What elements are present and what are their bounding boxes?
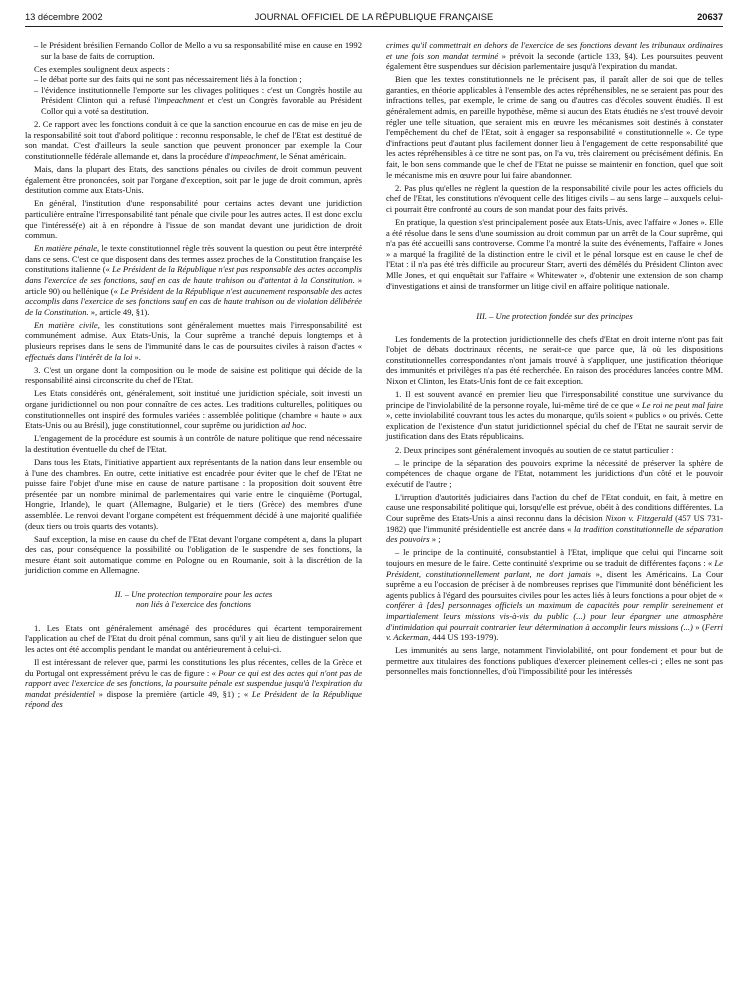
- section-heading-iii: III. – Une protection fondée sur des principes: [476, 311, 633, 322]
- bullet-collor: – le Président brésilien Fernando Collor de Mello a vu sa responsabilité mise en cause en 1992 sur la base de faits de corruption.: [34, 40, 362, 61]
- paragraph: En matière civile, les constitutions sont généralement muettes mais l'irresponsabilité est communément admise. Aux Etats-Unis, la Cour suprême a tranché depuis longtemps et à plusieurs reprises dans le sens de l'immunité dans le cas de poursuites civiles à raison d'actes « effectués dans l'intérêt de la loi ».: [25, 319, 362, 362]
- paragraph: Il est intéressant de relever que, parmi les constitutions les plus récentes, celles de la Grèce et du Portugal ont expressément prévu le cas de figure : « Pour ce qui est des actes qui n'ont pas de rapport avec l'exercice de ses fonctions, la poursuite pénale est suspendue jusqu'à l'expiration du mandat présidentiel » dispose la première (article 49, §1) ; « Le Président de la République répond des: [25, 657, 363, 710]
- paragraph: 3. C'est un organe dont la composition ou le mode de saisine est politique qui décide de la responsabilité ainsi circonscrite du chef de l'Etat.: [25, 364, 362, 386]
- header-rule: [25, 26, 723, 27]
- paragraph: Les fondements de la protection juridictionnelle des chefs d'Etat en droit interne n'ont pas fait l'objet de débats doctrinaux récents, ne serait-ce que parce que, là où les dispositions constitutionnelles correspondantes n'ont jamais trouvé à s'appliquer, une justification théorique des immunités et privilèges n'a pas été recherchée. En raison des procédures lancées contre MM. Nixon et Clinton, les Etats-Unis font de ce fait exception.: [386, 333, 723, 386]
- paragraph: – le principe de la continuité, consubstantiel à l'Etat, implique que celui qui l'incarne soit toujours en mesure de le faire. Cette continuité s'exprime ou se traduit de différentes façons : « Le Président, constitutionnellement parlant, ne dort jamais », disent les Américains. La Cour suprême a eu l'occasion de préciser à de nombreuses reprises que l'immunité dont bénéficient les agents publics à l'égard des poursuites civiles pour les actes liés à leurs fonctions a pour objet de « conférer à [des] personnages officiels un maximum de capacités pour remplir sereinement et impartialement leurs missions vis-à-vis du public (...) pour leur épargner une atmosphère d'intimidation qui pourrait contrarier leur détermination à accomplir leurs missions (...) » (Ferri v. Ackerman, 444 US 193-1979).: [386, 547, 723, 643]
- header-date: 13 décembre 2002: [25, 12, 103, 22]
- page-number: 20637: [697, 12, 723, 22]
- paragraph: Dans tous les Etats, l'initiative appartient aux représentants de la nation dans leur ensemble ou à l'une des chambres. En outre, cette initiative est encadrée pour éviter que le chef de l'Etat ne puisse faire l'objet d'une mise en cause de nature partisane : la proposition doit souvent être présentée par un nombre minimal de parlementaires qui varie entre le cinquième (Portugal, Hongrie, Irlande), le quart (Allemagne, Bulgarie) et le tiers (Grèce) des membres d'une assemblée. Le renvoi devant l'organe compétent est fréquemment décidé à une majorité qualifiée (deux tiers ou trois quarts des votants).: [25, 456, 362, 531]
- section-heading-ii: II. – Une protection temporaire pour les actes non liés à l'exercice des fonctions: [114, 589, 273, 610]
- bullet-evidence: – l'évidence institutionnelle l'emporte sur les clivages politiques : c'est un Congrès hostile au Président Clinton qui a refusé l'impeachment et c'est un Congrès favorable au Président Collor qui a voté sa destitution.: [34, 84, 362, 117]
- paragraph: 1. Les Etats ont généralement aménagé des procédures qui écartent temporairement l'application au chef de l'Etat du droit pénal commun, sans qu'il y ait lieu de distinguer selon que les actes ont été accomplis pendant le mandat ou antérieurement à celui-ci.: [25, 622, 362, 654]
- paragraph: L'engagement de la procédure est soumis à un contrôle de nature politique que rend nécessaire la destitution éventuelle du chef de l'Etat.: [25, 433, 362, 454]
- paragraph: En matière pénale, le texte constitutionnel règle très souvent la question ou peut être interprété dans ce sens. C'est ce que disposent dans des termes assez proches de la Constitution française les constitutions italienne (« Le Président de la République n'est pas responsable des actes accomplis dans l'exercice de ses fonctions, sauf en cas de haute trahison ou d'attentat à la Constitution. » article 90) ou hellénique (« Le Président de la République n'est aucunement responsable des actes accomplis dans l'exercice de ses fonctions sauf en cas de haute trahison ou de violation délibérée de la Constitution. », article 49, §1).: [25, 243, 363, 317]
- paragraph: Les Etats considérés ont, généralement, soit institué une juridiction spéciale, soit investi un organe juridictionnel ou non pour connaître de ces actes. Les traditions culturelles, politiques ou constitutionnelles ont inspiré des formules variées : assemblée politique (chambre « haute » aux Etats-Unis ou au Brésil), juge constitutionnel, cour suprême ou juridiction ad hoc.: [25, 388, 362, 431]
- paragraph: En pratique, la question s'est principalement posée aux Etats-Unis, avec l'affaire « Jones ». Elle a été résolue dans le sens d'une soumission au droit commun par un arrêt de la Cour suprême, qui n'a pas été accueilli sans controverse. Comme l'a montré la suite des événements, l'affaire « Jones » a marqué la fragilité de la distinction entre le civil et le pénal lorsque est en cause le chef de l'Etat : il n'a pas été très difficile au procureur Starr, averti des démêlés du Président Clinton avec Mlle Jones, et qui enquêtait sur l'affaire « Whitewater », d'obtenir une extension de son champ d'investigations et ainsi de transformer un litige civil en affaire politique nationale.: [386, 217, 723, 291]
- right-column: [386, 40, 723, 677]
- paragraph: Ces exemples soulignent deux aspects :: [34, 63, 170, 74]
- bullet-debate: – le débat porte sur des faits qui ne sont pas nécessairement liés à la fonction ;: [34, 74, 302, 85]
- paragraph: 2. Ce rapport avec les fonctions conduit à ce que la sanction encourue en cas de mise en jeu de la responsabilité soit tout d'abord politique : reconnu responsable, le chef de l'Etat est destitué de son mandat. C'est d'ailleurs la seule sanction que peuvent prononcer par exemple la Cour constitutionnelle fédérale allemande et, dans la procédure d'impeachment, le Sénat américain.: [25, 119, 362, 161]
- paragraph: Mais, dans la plupart des Etats, des sanctions pénales ou civiles de droit commun peuvent également être prononcées, soit par l'organe d'exception, soit par le juge de droit commun, après destitution comme aux Etats-Unis.: [25, 164, 362, 196]
- paragraph: L'irruption d'autorités judiciaires dans l'action du chef de l'Etat conduit, en fait, à mettre en cause une responsabilité politique qui, lorsqu'elle est prévue, obéit à des conditions différentes. La Cour suprême des Etats-Unis a ainsi reconnu dans la décision Nixon v. Fitzgerald (457 US 731-1982) que l'immunité présidentielle est ancrée dans « la tradition constitutionnelle de séparation des pouvoirs » ;: [386, 491, 723, 545]
- paragraph: – le principe de la séparation des pouvoirs exprime la nécessité de préserver la sphère de compétences de chaque organe de l'Etat, notamment les juridictions d'un côté et le pouvoir exécutif de l'autre ;: [386, 457, 723, 489]
- paragraph: Sauf exception, la mise en cause du chef de l'Etat devant l'organe compétent a, dans la plupart des cas, pour conséquence la possibilité ou l'obligation de le suspendre de ses fonctions, la mesure étant soit automatique comme en Pologne ou en Roumanie, soit à la discrétion de la juridiction comme en Allemagne.: [25, 533, 362, 576]
- paragraph: 2. Pas plus qu'elles ne règlent la question de la responsabilité civile pour les actes officiels du chef de l'Etat, les constitutions n'évoquent celle des litiges civils – au sens large – auxquels celui-ci pourrait être confronté au cours de son mandat pour des faits privés.: [386, 182, 723, 214]
- paragraph: 2. Deux principes sont généralement invoqués au soutien de ce statut particulier :: [395, 444, 674, 455]
- paragraph: 1. Il est souvent avancé en premier lieu que l'irresponsabilité constitue une survivance du principe de l'inviolabilité de la personne royale, lui-même tiré de ce que « Le roi ne peut mal faire », cette inviolabilité couvrant tous les actes du monarque, qu'ils soient « publics » ou privés. Cette explication de l'existence d'un statut juridictionnel spécial du chef de l'Etat ne saurait servir de justification dans des Etats républicains.: [386, 389, 723, 442]
- left-column: [25, 40, 362, 710]
- paragraph: crimes qu'il commettrait en dehors de l'exercice de ses fonctions devant les tribunaux ordinaires et une fois son mandat terminé » prévoit la seconde (article 133, §4). Les poursuites peuvent également être suspendues sur décision parlementaire jusqu'à l'expiration du mandat.: [386, 40, 723, 72]
- journal-title: JOURNAL OFFICIEL DE LA RÉPUBLIQUE FRANÇAISE: [254, 12, 494, 22]
- paragraph: Les immunités au sens large, notamment l'inviolabilité, ont pour fondement et pour but de permettre aux titulaires des fonctions publiques d'exercer pleinement celles-ci ; elles ne sont pas personnelles mais fonctionnelles, d'où l'impossibilité pour les intéressés: [386, 645, 723, 677]
- paragraph: En général, l'institution d'une responsabilité pour certains actes devant une juridiction particulière entraîne l'irresponsabilité tant pénale que civile pour les autres actes. Il est donc exclu que l'intéressé(e) ait à en répondre à l'issue de son mandat devant une juridiction de droit commun.: [25, 198, 362, 241]
- paragraph: Bien que les textes constitutionnels ne le précisent pas, il paraît aller de soi que de telles garanties, en théorie applicables à l'ensemble des actes répréhensibles, ne se seraient pas pour des infractions telles, par exemple, le crime de sang ou d'autres cas d'écoles souvent étudiés. Il est généralement admis, en pareille hypothèse, même si aucun des Etats étudiés ne s'est trouvé devoir régler une telle situation, que seraient mis en œuvre les mécanismes soit destinés à constater l'empêchement du chef de l'Etat, soit à engager sa responsabilité « constitutionnelle ». Ce type d'infractions peut d'autant plus facilement donner lieu à l'engagement de cette responsabilité que les actes répréhensibles à ce titre ne sont pas, on l'a vu, très clairement ou précisément définis. En fait, le bon sens commande que le chef de l'Etat ne puisse se maintenir en fonction, quel que soit le mécanisme mis en œuvre pour lui faire abandonner.: [386, 74, 723, 180]
- page-header: [0, 12, 748, 26]
